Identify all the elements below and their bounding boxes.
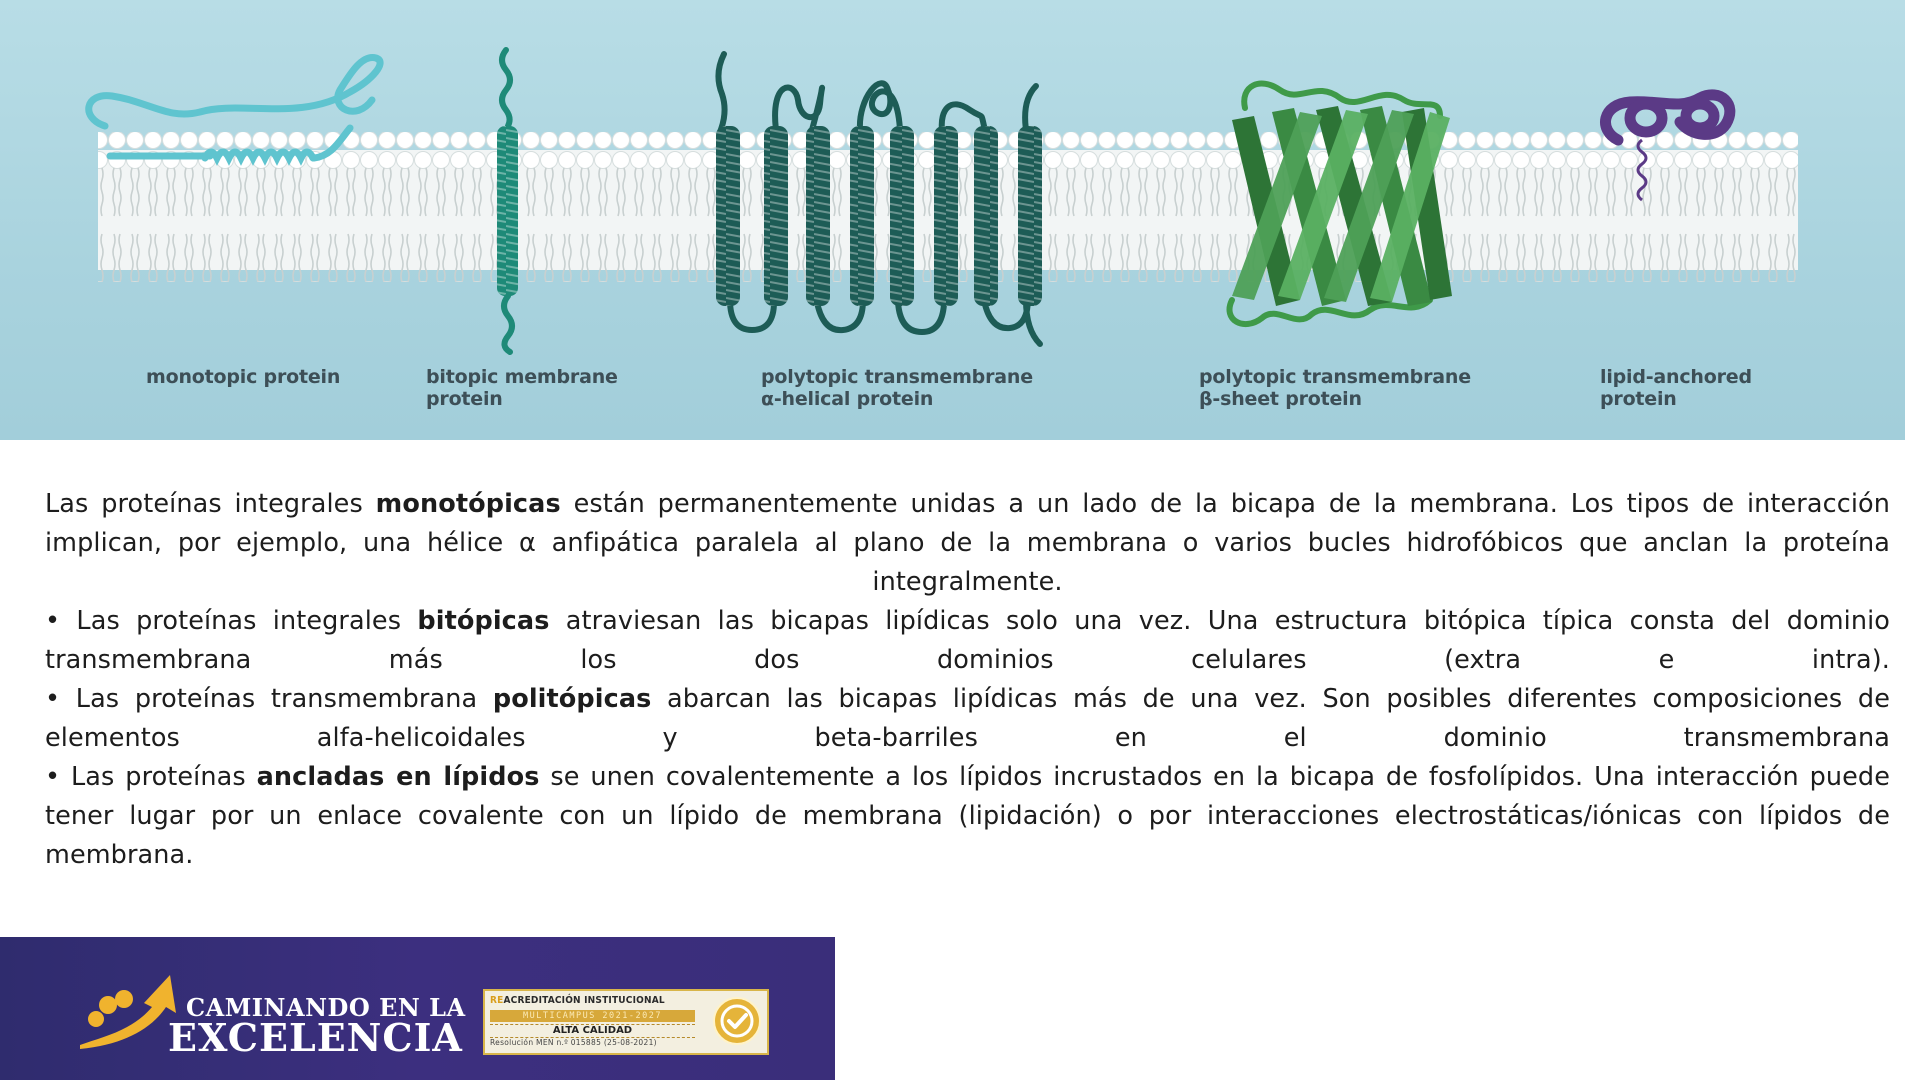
- label-line: monotopic protein: [146, 366, 341, 388]
- label-line: polytopic transmembrane: [1199, 366, 1471, 388]
- text-run: están permanentemente unidas a un lado de la bicapa de la membrana. Los tipos de interacción implican, por ejemplo, una hélice α anfipática paralela al plano de la membrana o varios bucles hidrofóbicos que anclan la proteína integralmente.: [45, 489, 1891, 597]
- label-line: β-sheet protein: [1199, 388, 1362, 410]
- label-line: protein: [426, 388, 503, 410]
- text-run: atraviesan las bicapas lipídicas solo una vez. Una estructura bitópica típica consta del dominio transmembrana más los dos dominios celulares (extra e intra).: [45, 606, 1890, 675]
- label-line: bitopic membrane: [426, 366, 618, 388]
- seal-line4: Resolución MEN n.º 015885 (25-08-2021): [490, 1038, 657, 1047]
- bold-term: bitópicas: [417, 606, 550, 636]
- banner-title-line2: EXCELENCIA: [168, 1015, 463, 1060]
- paragraph-monotopic: [45, 485, 1890, 602]
- membrane-protein-figure: [0, 0, 1905, 440]
- text-run: • Las proteínas integrales: [45, 606, 418, 636]
- paragraph-bitopic: [45, 602, 1890, 680]
- bold-term: politópicas: [492, 684, 652, 714]
- text-run: Las proteínas integrales: [45, 489, 376, 519]
- label-alpha-helical: [761, 366, 1033, 410]
- label-lipid-anchored: [1600, 366, 1752, 410]
- body-text: [45, 485, 1890, 875]
- seal-line1: [490, 995, 665, 1006]
- label-line: protein: [1600, 388, 1677, 410]
- label-line: lipid-anchored: [1600, 366, 1752, 388]
- seal-line3: ALTA CALIDAD: [490, 1024, 695, 1038]
- label-monotopic: [146, 366, 340, 388]
- text-run: se unen covalentemente a los lípidos incrustados en la bicapa de fosfolípidos. Una interacción puede tener lugar por un enlace covalente con un lípido de membrana (lipidación) o por interacciones electrostáticas/iónicas con lípidos de membrana.: [45, 762, 1890, 870]
- seal-re: RE: [490, 995, 504, 1006]
- label-line: polytopic transmembrane: [761, 366, 1033, 388]
- accreditation-seal: [483, 989, 769, 1055]
- text-run: • Las proteínas transmembrana: [45, 684, 493, 714]
- text-run: • Las proteínas: [45, 762, 257, 792]
- banner-title-line1: CAMINANDO EN LA: [186, 993, 466, 1022]
- label-bitopic: [426, 366, 618, 410]
- paragraph-lipid-anchored: [45, 758, 1890, 875]
- bold-term: ancladas en lípidos: [256, 762, 540, 792]
- bold-term: monotópicas: [375, 489, 561, 519]
- bitopic-protein: [497, 50, 518, 352]
- seal-line2: MULTICAMPUS 2021-2027: [490, 1010, 695, 1022]
- label-line: α-helical protein: [761, 388, 934, 410]
- check-icon: [713, 997, 761, 1045]
- label-beta-sheet: [1199, 366, 1471, 410]
- seal-text: ACREDITACIÓN INSTITUCIONAL: [503, 995, 665, 1006]
- paragraph-polytopic: [45, 680, 1890, 758]
- text-run: abarcan las bicapas lipídicas más de una vez. Son posibles diferentes composiciones de elementos alfa-helicoidales y beta-barriles en el dominio transmembrana: [45, 684, 1890, 753]
- accreditation-banner: [0, 937, 835, 1080]
